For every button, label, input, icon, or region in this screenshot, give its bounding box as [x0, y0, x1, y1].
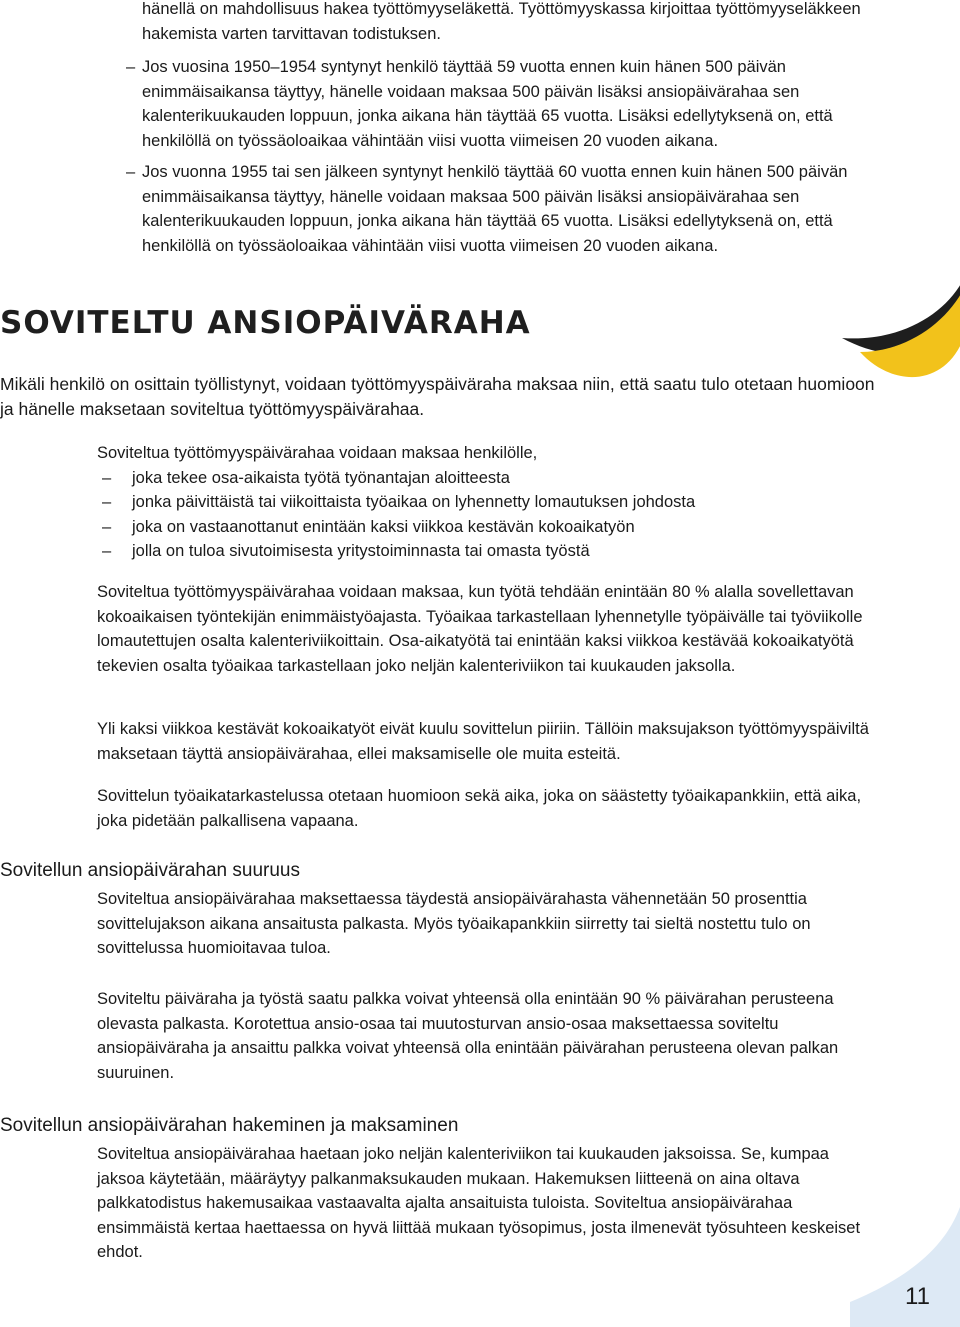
list-item	[97, 490, 797, 515]
list-item-text: joka tekee osa-aikaista työtä työnantajan aloitteesta	[132, 468, 510, 487]
dash-marker: –	[126, 58, 136, 76]
dash-marker: –	[102, 517, 112, 536]
top-list-item	[126, 160, 902, 258]
list-item	[97, 466, 797, 491]
list-lead: Soviteltua työttömyyspäivärahaa voidaan maksaa henkilölle,	[97, 444, 538, 462]
body-paragraph: Soviteltua ansiopäivärahaa maksettaessa täydestä ansiopäivärahasta vähennetään 50 prosenttia sovittelujakson aikana ansaitusta palkasta. Myös työaikapankkiin siirretty tai sieltä nostettu tulo on sovittelussa huomioitavaa tuloa.	[97, 890, 811, 957]
continued-paragraph: hänellä on mahdollisuus hakea työttömyyseläkettä. Työttömyyskassa kirjoittaa työttömyyseläkkeen hakemista varten tarvittavan todistuksen.	[142, 0, 861, 43]
top-list-item	[126, 55, 902, 153]
list-item-text: joka on vastaanottanut enintään kaksi viikkoa kestävän kokoaikatyön	[132, 517, 635, 536]
top-list-item-text: Jos vuonna 1955 tai sen jälkeen syntynyt henkilö täyttää 60 vuotta ennen kuin hänen 500 päivän enimmäisaikansa täyttyy, hänelle voidaan maksaa 500 päivän lisäksi ansiopäivärahaa sen kalenterikuukauden loppuun, jonka aikana hän täyttää 65 vuotta. Lisäksi edellytyksenä on, että henkilöllä on työssäoloaikaa vähintään viisi vuotta viimeisen 20 vuoden aikana.	[142, 163, 848, 255]
dash-marker: –	[126, 163, 136, 181]
body-paragraph: Sovittelun työaikatarkastelussa otetaan huomioon sekä aika, joka on säästetty työaikapankkiin, että aika, joka pidetään palkallisena vapaana.	[97, 787, 862, 830]
dash-marker: –	[102, 493, 112, 511]
body-paragraph: Soviteltua työttömyyspäivärahaa voidaan maksaa, kun työtä tehdään enintään 80 % alalla sovellettavan kokoaikaisen työntekijän enimmäistyöajasta. Työaikaa tarkastellaan lyhennetylle työpäivälle tai työviikolle lomautettujen osalta kalenteriviikoittain. Osa-aikatyötä tai enintään kaksi viikkoa kestävää kokoaikatyötä tekevien osalta työaikaa tarkastellaan joko neljän kalenteriviikon tai kuukauden jaksolla.	[97, 583, 863, 675]
body-paragraph: Soviteltu päiväraha ja työstä saatu palkka voivat yhteensä olla enintään 90 % päivärahan perusteena olevasta palkasta. Korotettua ansio-osaa tai muutosturvan ansio-osaa maksettaessa soviteltu ansiopäiväraha ja ansaittu palkka voivat yhteensä olla enintään päivärahan perusteena olevan palkan suuruinen.	[97, 990, 839, 1082]
subsection-heading: Sovitellun ansiopäivärahan suuruus	[0, 860, 300, 881]
dash-marker: –	[102, 542, 112, 560]
subsection-heading: Sovitellun ansiopäivärahan hakeminen ja maksaminen	[0, 1115, 459, 1136]
body-paragraph: Yli kaksi viikkoa kestävät kokoaikatyöt eivät kuulu sovittelun piiriin. Tällöin maksujakson työttömyyspäiviltä maksetaan täyttä ansiopäivärahaa, ellei maksamiselle ole muita esteitä.	[97, 720, 869, 763]
list-item	[97, 539, 797, 564]
list-item-text: jolla on tuloa sivutoimisesta yritystoiminnasta tai omasta työstä	[132, 542, 590, 560]
list-item-text: jonka päivittäistä tai viikoittaista työaikaa on lyhennetty lomautuksen johdosta	[132, 493, 696, 511]
top-list-item-text: Jos vuosina 1950–1954 syntynyt henkilö täyttää 59 vuotta ennen kuin hänen 500 päivän enimmäisaikansa täyttyy, hänelle voidaan maksaa 500 päivän lisäksi ansiopäivärahaa sen kalenterikuukauden loppuun, jonka aikana hän täyttää 65 vuotta. Lisäksi edellytyksenä on, että henkilöllä on työssäoloaikaa vähintään viisi vuotta viimeisen 20 vuoden aikana.	[142, 58, 833, 150]
dash-marker: –	[102, 468, 112, 487]
list-item	[97, 515, 797, 540]
intro-paragraph: Mikäli henkilö on osittain työllistynyt, voidaan työttömyyspäiväraha maksaa niin, että saatu tulo otetaan huomioon ja hänelle maksetaan soviteltua työttömyyspäivärahaa.	[0, 374, 875, 419]
section-title: SOVITELTU ANSIOPÄIVÄRAHA	[0, 305, 531, 341]
conditions-list	[97, 441, 797, 564]
page-number: 11	[905, 1283, 930, 1310]
body-paragraph: Soviteltua ansiopäivärahaa haetaan joko neljän kalenteriviikon tai kuukauden jaksoissa. Se, kumpaa jaksoa käytetään, määräytyy palkanmaksukauden mukaan. Hakemuksen liitteenä on aina oltava palkkatodistus hakemusaikaa vastaavalta ajalta ansaituista tuloista. Soviteltua ansiopäivärahaa ensimmäistä kertaa haettaessa on hyvä liittää mukaan työsopimus, josta ilmenevät työsuhteen keskeiset ehdot.	[97, 1145, 861, 1261]
